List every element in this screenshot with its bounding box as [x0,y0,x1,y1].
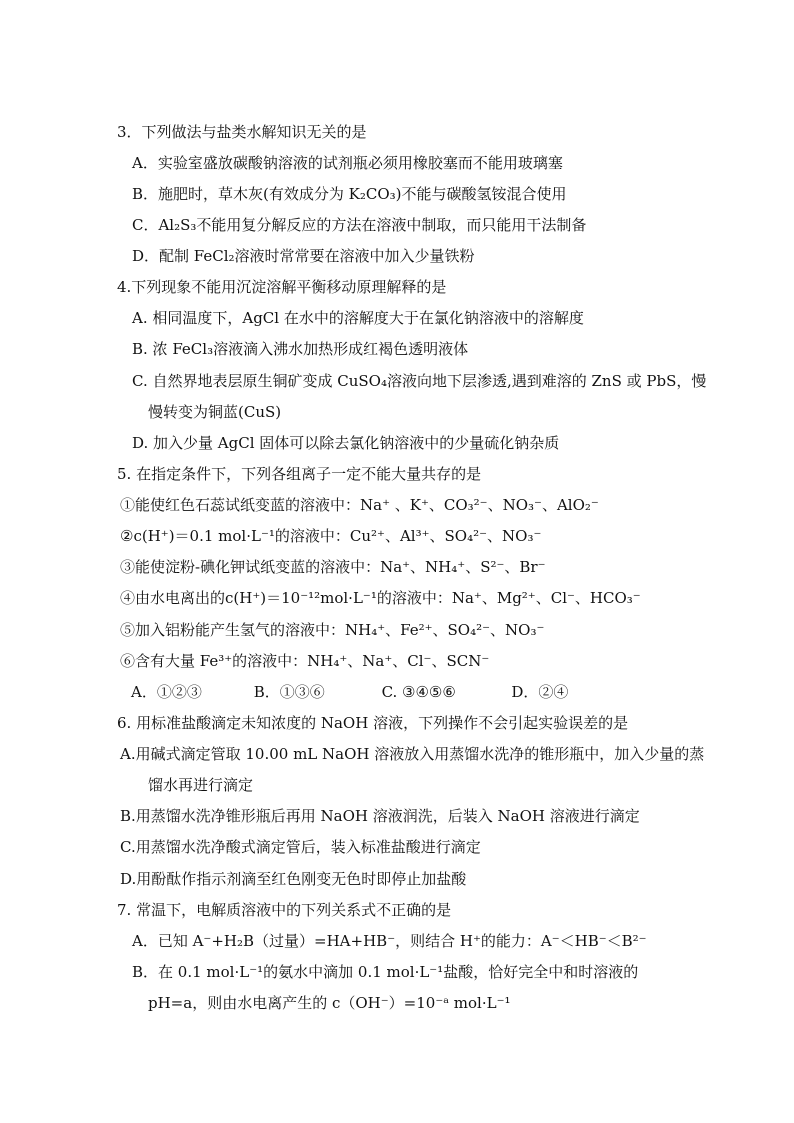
q4-option-d: D. 加入少量 AgCl 固体可以除去氯化钠溶液中的少量硫化钠杂质 [132,434,560,452]
q3-option-a: A．实验室盛放碳酸钠溶液的试剂瓶必须用橡胶塞而不能用玻璃塞 [132,154,563,172]
q6-option-d: D.用酚酞作指示剂滴至红色刚变无色时即停止加盐酸 [120,870,467,888]
q4-option-a: A. 相同温度下，AgCl 在水中的溶解度大于在氯化钠溶液中的溶解度 [132,309,584,327]
q3-option-c: C．Al₂S₃不能用复分解反应的方法在溶液中制取，而只能用干法制备 [132,216,587,234]
q5-option-d: D．②④ [511,683,569,701]
q7-option-a: A．已知 A⁻+H₂B（过量）=HA+HB⁻，则结合 H⁺的能力：A⁻＜HB⁻＜B²⁻ [132,932,647,950]
q3-option-b: B．施肥时，草木灰(有效成分为 K₂CO₃)不能与碳酸氢铵混合使用 [132,185,567,203]
q5-item-3: ③能使淀粉-碘化钾试纸变蓝的溶液中：Na⁺、NH₄⁺、S²⁻、Br⁻ [120,558,546,576]
q5-options [131,682,568,702]
q5-option-a: A．①②③ [131,683,202,701]
q5-item-1: ①能使红色石蕊试纸变蓝的溶液中：Na⁺ 、K⁺、CO₃²⁻、NO₃⁻、AlO₂⁻ [120,496,599,514]
question-6-stem: 6. 用标准盐酸滴定未知浓度的 NaOH 溶液，下列操作不会引起实验误差的是 [117,714,629,732]
q4-option-b: B. 浓 FeCl₃溶液滴入沸水加热形成红褐色透明液体 [132,340,469,358]
question-5-stem: 5. 在指定条件下，下列各组离子一定不能大量共存的是 [117,465,482,483]
q6-option-a: A.用碱式滴定管取 10.00 mL NaOH 溶液放入用蒸馏水洗净的锥形瓶中，加入少量的蒸 [120,745,705,763]
q4-option-c: C. 自然界地表层原生铜矿变成 CuSO₄溶液向地下层渗透,遇到难溶的 ZnS 或 PbS，慢 [132,372,707,390]
q5-option-b: B．①③⑥ [253,683,325,701]
question-4-stem: 4.下列现象不能用沉淀溶解平衡移动原理解释的是 [117,278,447,296]
q5-item-2: ②c(H⁺)＝0.1 mol·L⁻¹的溶液中：Cu²⁺、Al³⁺、SO₄²⁻、NO₃⁻ [120,527,542,545]
question-7-stem: 7. 常温下，电解质溶液中的下列关系式不正确的是 [117,901,452,919]
q5-item-5: ⑤加入铝粉能产生氢气的溶液中：NH₄⁺、Fe²⁺、SO₄²⁻、NO₃⁻ [120,621,545,639]
q7-option-b-cont: pH=a，则由水电离产生的 c（OH⁻）=10⁻ᵃ mol·L⁻¹ [148,994,511,1012]
q4-option-c-cont: 慢转变为铜蓝(CuS) [148,403,282,421]
q5-option-c: C. ③④⑤⑥ [381,683,456,701]
q3-option-d: D．配制 FeCl₂溶液时常常要在溶液中加入少量铁粉 [132,247,475,265]
q6-option-a-cont: 馏水再进行滴定 [148,776,254,794]
q5-item-6: ⑥含有大量 Fe³⁺的溶液中：NH₄⁺、Na⁺、Cl⁻、SCN⁻ [120,652,490,670]
q6-option-c: C.用蒸馏水洗净酸式滴定管后，装入标准盐酸进行滴定 [120,838,481,856]
q6-option-b: B.用蒸馏水洗净锥形瓶后再用 NaOH 溶液润洗，后装入 NaOH 溶液进行滴定 [120,807,640,825]
q5-item-4: ④由水电离出的c(H⁺)＝10⁻¹²mol·L⁻¹的溶液中：Na⁺、Mg²⁺、Cl⁻、HCO₃⁻ [120,589,641,607]
q7-option-b: B．在 0.1 mol·L⁻¹的氨水中滴加 0.1 mol·L⁻¹盐酸，恰好完全中和时溶液的 [132,963,639,981]
question-3-stem: 3．下列做法与盐类水解知识无关的是 [117,123,367,141]
